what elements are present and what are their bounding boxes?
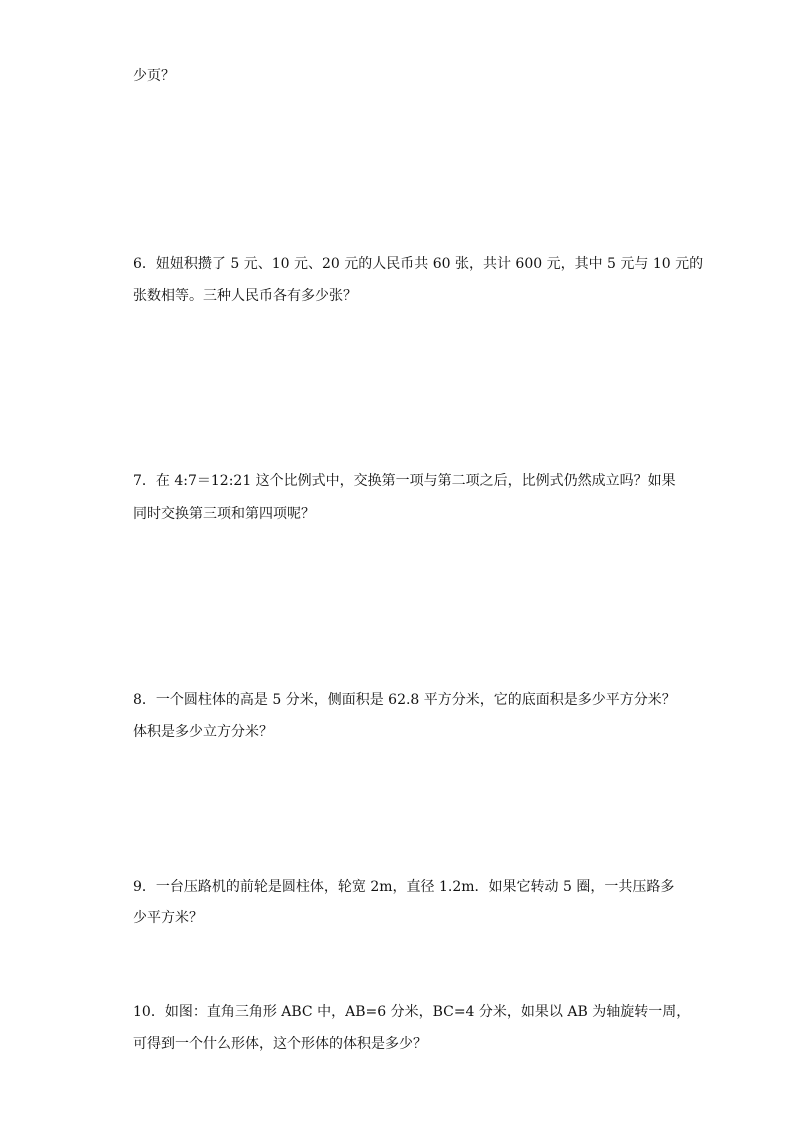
question-5-text-line-2: 少页？ [133,68,175,84]
question-6-text-line-1: 6．妞妞积攒了 5 元、10 元、20 元的人民币共 60 张，共计 600 元，其中 5 元与 10 元的 [133,256,704,272]
question-9-text-line-2: 少平方米？ [133,910,203,926]
question-6-text-line-2: 张数相等。三种人民币各有多少张？ [133,288,357,304]
question-9-text-line-1: 9．一台压路机的前轮是圆柱体，轮宽 2m，直径 1.2m．如果它转动 5 圈，一共压路多 [133,879,675,895]
question-7-text-line-1: 7．在 4:7＝12:21 这个比例式中，交换第一项与第二项之后，比例式仍然成立吗？如果 [133,473,676,489]
question-10-text-line-2: 可得到一个什么形体，这个形体的体积是多少？ [133,1036,427,1052]
question-8-text-line-1: 8．一个圆柱体的高是 5 分米，侧面积是 62.8 平方分米，它的底面积是多少平方分米？ [133,692,676,708]
question-10-text-line-1: 10．如图：直角三角形 ABC 中，AB=6 分米，BC=4 分米，如果以 AB 为轴旋转一周， [133,1004,691,1020]
question-8-text-line-2: 体积是多少立方分米？ [133,724,273,740]
question-7-text-line-2: 同时交换第三项和第四项呢？ [133,506,315,522]
